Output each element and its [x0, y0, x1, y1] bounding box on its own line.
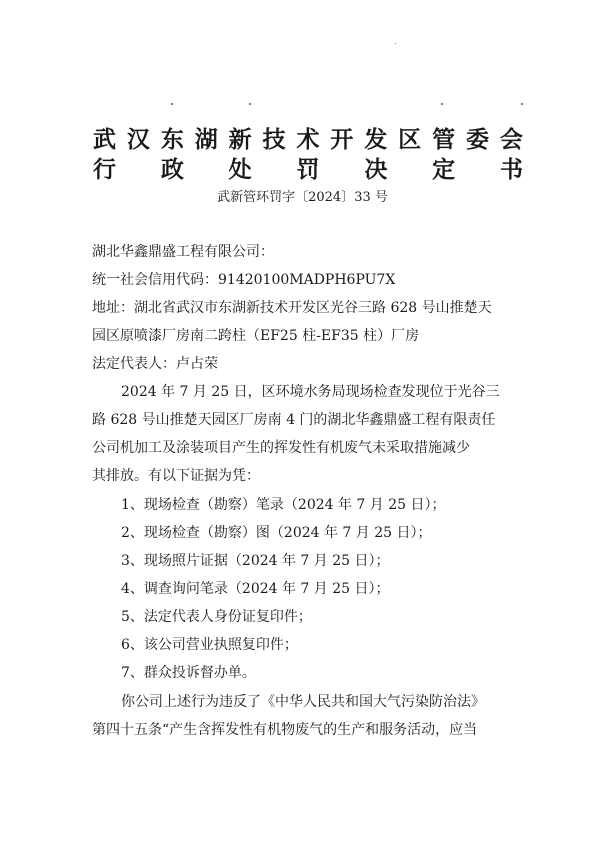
title-character: 开 — [330, 126, 354, 153]
evidence-item: 6、该公司营业执照复印件； — [121, 637, 298, 653]
address-line-2: 园区原喷漆厂房南二跨柱（EF25 柱-EF35 柱）厂房 — [92, 328, 420, 344]
title-character: 湖 — [194, 126, 218, 153]
paragraph-2-line: 第四十五条“产生含挥发性有机物废气的生产和服务活动，应当 — [92, 722, 478, 738]
address-line-1: 地址：湖北省武汉市东湖新技术开发区光谷三路 628 号山推楚天 — [92, 300, 492, 316]
paragraph-1-line: 2024 年 7 月 25 日，区环境水务局现场检查发现位于光谷三 — [121, 384, 500, 400]
title-character: 委 — [465, 126, 489, 153]
evidence-item: 3、现场照片证据（2024 年 7 月 25 日）； — [121, 553, 390, 569]
evidence-item: 2、现场检查（勘察）图（2024 年 7 月 25 日）； — [121, 525, 432, 541]
paragraph-1-line: 公司机加工及涂装项目产生的挥发性有机废气未采取措施减少 — [92, 440, 470, 456]
scan-speck — [441, 103, 443, 105]
title-line-1 — [93, 121, 523, 154]
document-number: 武新管环罚字〔2024〕33 号 — [217, 190, 388, 205]
scan-speck — [521, 103, 523, 105]
title-character: 书 — [499, 156, 523, 183]
scan-speck — [171, 103, 173, 105]
scan-speck — [249, 103, 251, 105]
title-character: 行 — [93, 156, 116, 183]
evidence-item: 5、法定代表人身份证复印件； — [121, 609, 312, 625]
title-character: 政 — [160, 156, 184, 183]
credit-code: 统一社会信用代码：91420100MADPH6PU7X — [92, 272, 396, 288]
party-name: 湖北华鑫鼎盛工程有限公司： — [92, 244, 274, 260]
title-line-2 — [93, 151, 523, 184]
scan-speck — [395, 43, 396, 44]
paragraph-2-line: 你公司上述行为违反了《中华人民共和国大气污染防治法》 — [121, 694, 485, 710]
title-character: 汉 — [126, 126, 150, 153]
title-character: 定 — [432, 156, 456, 183]
title-character: 技 — [262, 126, 286, 153]
evidence-item: 1、现场检查（勘察）笔录（2024 年 7 月 25 日）； — [121, 497, 446, 513]
title-character: 发 — [364, 126, 388, 153]
title-character: 东 — [160, 126, 184, 153]
title-character: 武 — [93, 126, 116, 153]
paragraph-1-line: 其排放。有以下证据为凭： — [92, 468, 260, 484]
evidence-item: 7、群众投诉督办单。 — [121, 665, 256, 681]
title-character: 区 — [398, 126, 422, 153]
evidence-item: 4、调查询问笔录（2024 年 7 月 25 日）； — [121, 581, 390, 597]
legal-representative: 法定代表人：卢占荣 — [92, 356, 218, 372]
title-character: 术 — [296, 126, 320, 153]
paragraph-1-line: 路 628 号山推楚天园区厂房南 4 门的湖北华鑫鼎盛工程有限责任 — [92, 412, 496, 428]
title-character: 管 — [432, 126, 456, 153]
title-character: 处 — [228, 156, 252, 183]
title-character: 新 — [228, 126, 252, 153]
title-character: 决 — [364, 156, 388, 183]
title-character: 会 — [499, 126, 523, 153]
title-character: 罚 — [296, 156, 320, 183]
